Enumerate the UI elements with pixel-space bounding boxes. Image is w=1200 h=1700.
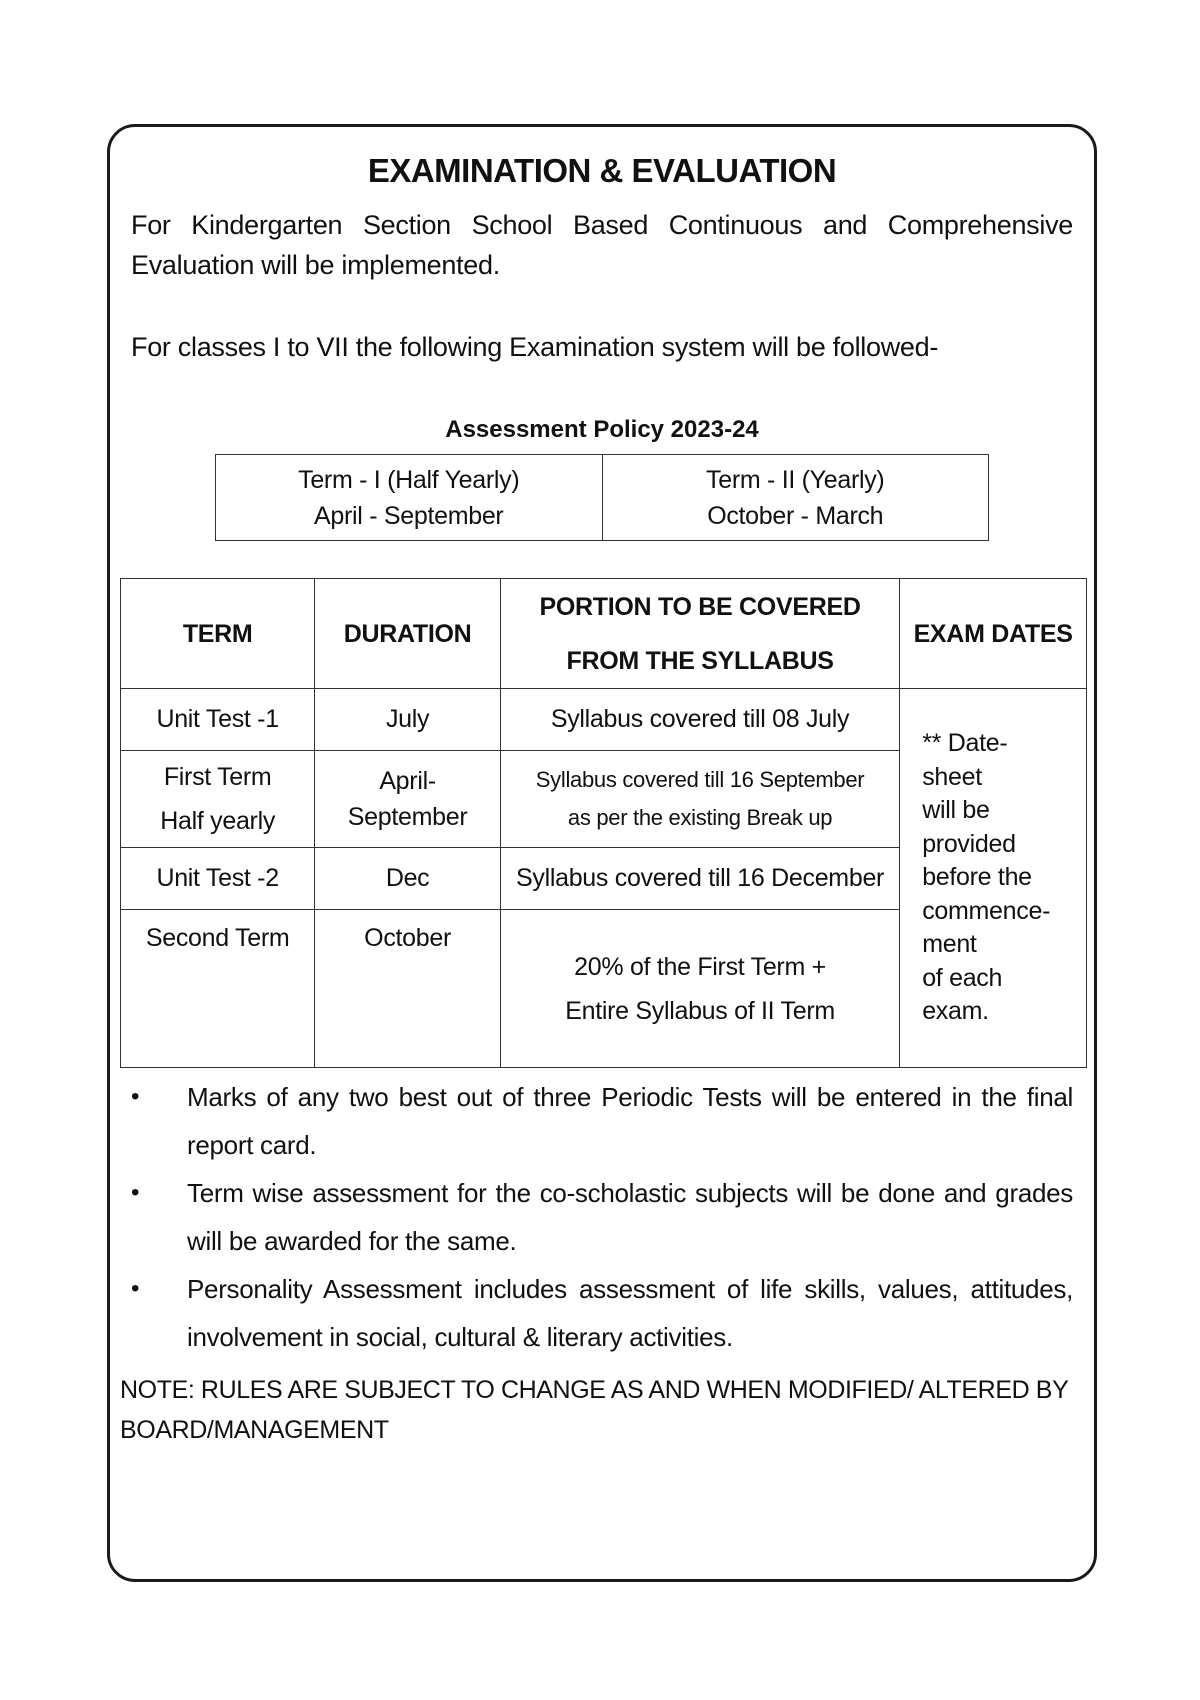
term-2-name: Term - II (Yearly) [706,465,885,494]
list-item [131,1073,1073,1169]
exam-dates-note-line: ment [922,930,977,959]
row1-portion: Syllabus covered till 08 July [500,689,899,751]
row2-portion-line2: as per the existing Break up [567,805,833,830]
exam-dates-note-line: ** Date- [922,729,1008,758]
bullet-list [131,1073,1073,1361]
row2-portion-line1: Syllabus covered till 16 September [535,767,865,792]
term-table [215,454,989,541]
header-term: TERM [121,579,315,689]
exam-dates-note [900,689,1087,1068]
row4-portion [500,910,899,1068]
header-portion-line1: PORTION TO BE COVERED [539,592,861,621]
row1-term: Unit Test -1 [121,689,315,751]
row2-duration-line1: April- [379,767,436,795]
exam-dates-note-line: before the [922,863,1032,892]
header-portion [500,579,899,689]
row2-duration-line2: September [347,803,468,831]
classes-line: For classes I to VII the following Examination system will be followed- [131,332,939,362]
row3-duration: Dec [315,848,501,910]
footer-note: NOTE: RULES ARE SUBJECT TO CHANGE AS AND WHEN MODIFIED/ ALTERED BY BOARD/MANAGEMENT [120,1376,1068,1444]
intro-text: For Kindergarten Section School Based Continuous and Comprehensive Evaluation will be implemented. [131,210,1073,280]
bullet-text: Marks of any two best out of three Periodic Tests will be entered in the final report card. [187,1082,1073,1160]
exam-dates-note-line: exam. [922,997,989,1026]
exam-dates-note-line: sheet [922,762,982,791]
list-item [131,1265,1073,1361]
bullet-icon: • [131,1083,140,1110]
row2-term-line2: Half yearly [160,807,276,835]
row2-duration [315,751,501,848]
exam-dates-note-line: commence- [922,896,1051,925]
row4-portion-line2: Entire Syllabus of II Term [565,996,835,1025]
row1-duration: July [315,689,501,751]
exam-dates-note-line: provided [922,829,1016,858]
term-1-months: April - September [314,501,504,530]
row2-term [121,751,315,848]
bullet-icon: • [131,1179,140,1206]
page-title: EXAMINATION & EVALUATION [367,152,837,189]
row2-term-line1: First Term [163,763,272,791]
row4-duration: October [315,910,501,1068]
row4-term: Second Term [121,910,315,1068]
policy-title: Assessment Policy 2023-24 [445,416,759,443]
table-header-row [121,579,1087,689]
term-1-cell [216,455,603,541]
exam-schedule-table [120,578,1087,1068]
row4-portion-line1: 20% of the First Term + [574,952,826,981]
header-portion-line2: FROM THE SYLLABUS [566,646,834,675]
exam-dates-note-line: will be [922,796,990,825]
row3-portion: Syllabus covered till 16 December [500,848,899,910]
term-2-cell [602,455,989,541]
bullet-text: Personality Assessment includes assessment of life skills, values, attitudes, involvement in social, cultural & literary activities. [187,1274,1073,1352]
bullet-icon: • [131,1275,140,1302]
bullet-text: Term wise assessment for the co-scholastic subjects will be done and grades will be awarded for the same. [187,1178,1073,1256]
row2-portion [500,751,899,848]
list-item [131,1169,1073,1265]
header-exam-dates: EXAM DATES [900,579,1087,689]
table-row [121,689,1087,751]
header-duration: DURATION [315,579,501,689]
row3-term: Unit Test -2 [121,848,315,910]
exam-dates-note-line: of each [922,963,1003,992]
term-1-name: Term - I (Half Yearly) [298,465,520,494]
term-2-months: October - March [707,501,884,530]
